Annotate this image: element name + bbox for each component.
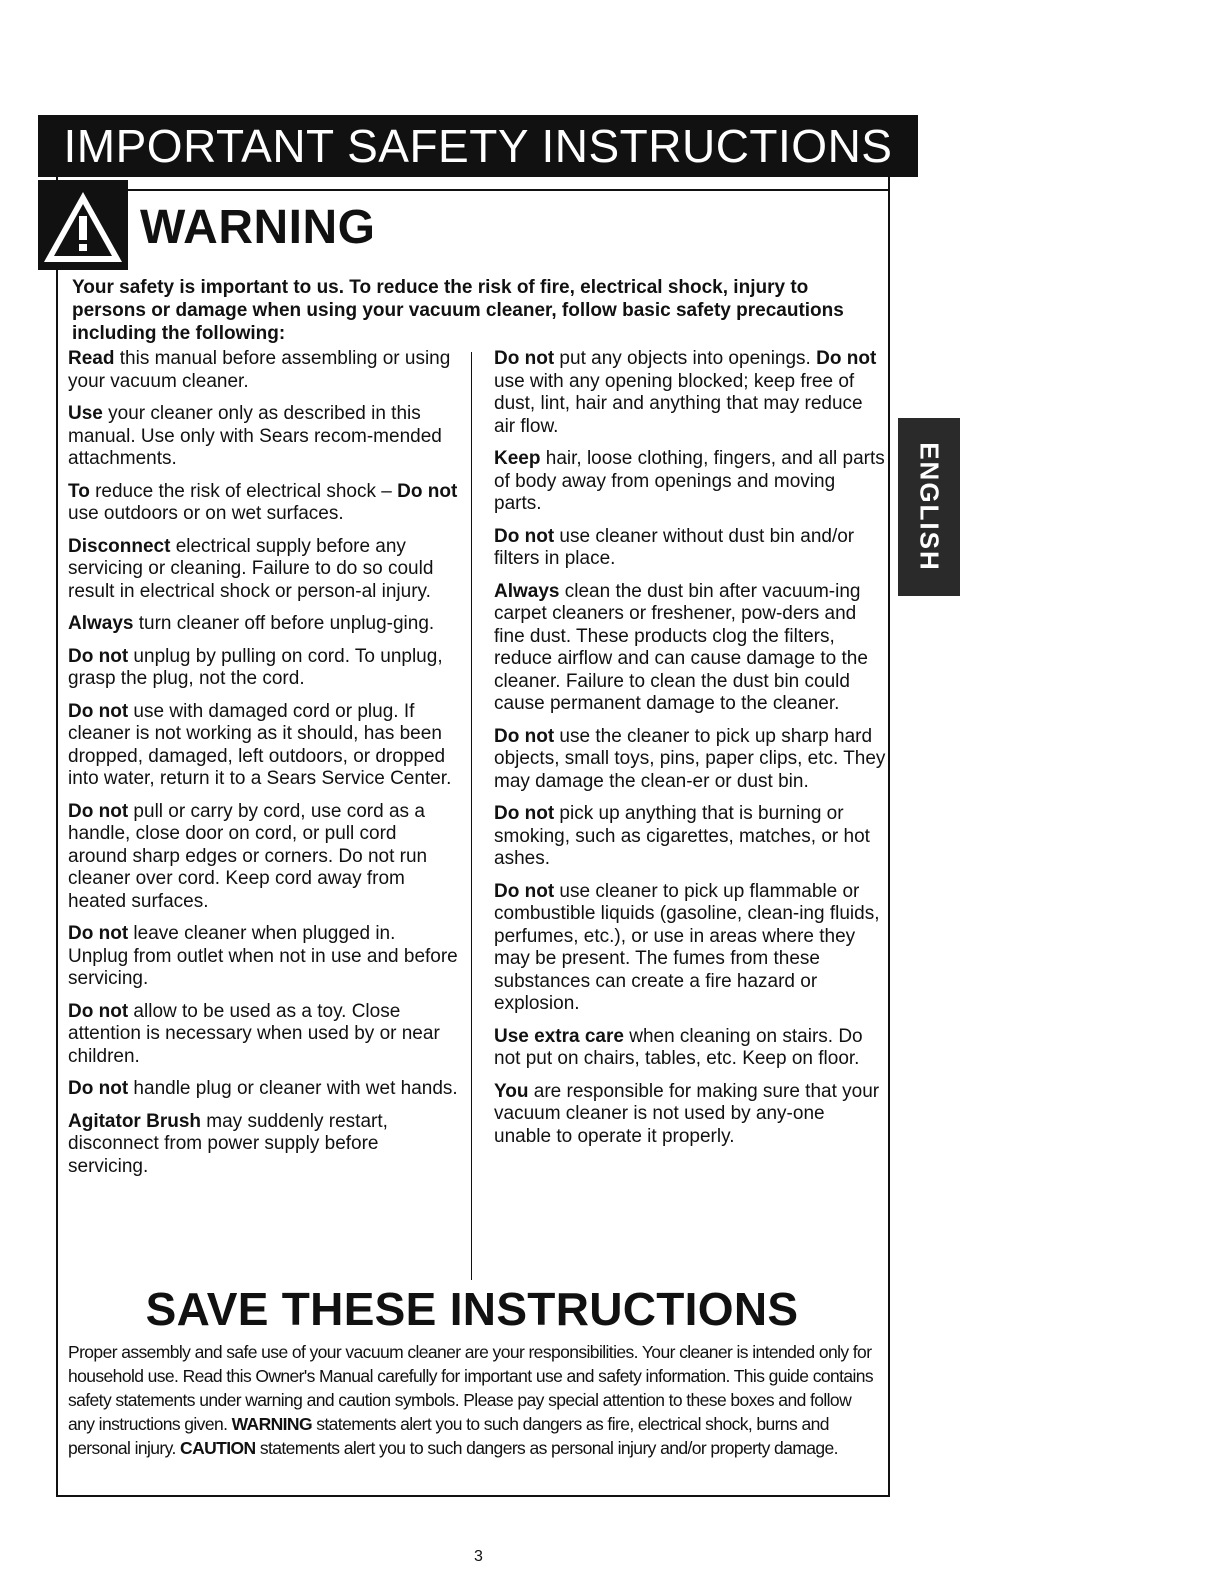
instruction-item: Read this manual before assembling or using your vacuum cleaner. — [68, 348, 451, 392]
warning-intro: Your safety is important to us. To reduce the risk of fire, electrical shock, injury to persons or damage when using your vacuum cleaner, follow basic safety precautions including the following: — [72, 277, 844, 344]
save-instructions-heading: SAVE THESE INSTRUCTIONS — [145, 1283, 799, 1335]
page-title-banner: IMPORTANT SAFETY INSTRUCTIONS — [38, 115, 918, 177]
instruction-item: Do not use the cleaner to pick up sharp hard objects, small toys, pins, paper clips, etc. They may damage the clean-er or dust bin. — [494, 725, 886, 792]
instruction-item: Always turn cleaner off before unplug-ging. — [68, 613, 435, 634]
instruction-item: Do not use with damaged cord or plug. If cleaner is not working as it should, has been dropped, damaged, left outdoors, or dropped into water, return it to a Sears Service Center. — [68, 700, 452, 789]
responsibility-paragraph: Proper assembly and safe use of your vacuum cleaner are your responsibilities. Your cleaner is intended only for household use. Read this Owner's Manual carefully for important use and safety information. This guide contains safety statements under warning and caution symbols. Please pay special attention to these boxes and follow any instructions given. WARNING statements alert you to such dangers as fire, electrical shock, burns and personal injury. CAUTION statements alert you to such dangers as personal injury and/or property damage. — [68, 1342, 874, 1458]
instruction-item: Do not unplug by pulling on cord. To unplug, grasp the plug, not the cord. — [68, 645, 443, 689]
column-divider — [471, 352, 472, 1280]
right-instruction-column — [494, 348, 886, 1158]
instruction-item: Do not handle plug or cleaner with wet hands. — [68, 1078, 458, 1099]
instruction-item: Do not pick up anything that is burning or smoking, such as cigarettes, matches, or hot ashes. — [494, 803, 870, 869]
warning-box-top-border — [56, 189, 890, 191]
instruction-item: Agitator Brush may suddenly restart, disconnect from power supply before servicing. — [68, 1110, 388, 1177]
warning-heading: WARNING — [140, 201, 376, 254]
instruction-item: Do not allow to be used as a toy. Close attention is necessary when used by or near children. — [68, 1000, 440, 1067]
language-tab-label: ENGLISH — [914, 442, 945, 572]
instruction-item: Do not use cleaner without dust bin and/or filters in place. — [494, 525, 855, 569]
instruction-item: To reduce the risk of electrical shock – Do not use outdoors or on wet surfaces. — [68, 480, 458, 524]
instruction-item: Always clean the dust bin after vacuum-ing carpet cleaners or freshener, pow-ders and fine dust. These products clog the filters, reduce airflow and can cause damage to the cleaner. Failure to clean the dust bin could cause permanent damage to the cleaner. — [494, 580, 868, 714]
instruction-item: Disconnect electrical supply before any servicing or cleaning. Failure to do so could result in electrical shock or person-al injury. — [68, 535, 434, 602]
left-instruction-column — [68, 348, 458, 1188]
instruction-item: Do not put any objects into openings. Do not use with any opening blocked; keep free of dust, lint, hair and anything that may reduce air flow. — [494, 348, 877, 437]
instruction-item: Use your cleaner only as described in this manual. Use only with Sears recom-mended attachments. — [68, 403, 442, 469]
instruction-item: Do not leave cleaner when plugged in. Unplug from outlet when not in use and before servicing. — [68, 923, 458, 989]
page-number: 3 — [474, 1548, 483, 1565]
instruction-item: Keep hair, loose clothing, fingers, and all parts of body away from openings and moving parts. — [494, 448, 885, 514]
instruction-item: You are responsible for making sure that your vacuum cleaner is not used by any-one unable to operate it properly. — [494, 1080, 880, 1147]
instruction-item: Use extra care when cleaning on stairs. Do not put on chairs, tables, etc. Keep on floor. — [494, 1025, 863, 1069]
warning-triangle-icon — [38, 180, 128, 270]
instruction-item: Do not use cleaner to pick up flammable or combustible liquids (gasoline, clean-ing fluids, perfumes, etc.), or use in areas where they may be present. The fumes from these substances can create a fire hazard or explosion. — [494, 880, 880, 1014]
instruction-item: Do not pull or carry by cord, use cord as a handle, close door on cord, or pull cord around sharp edges or corners. Do not run cleaner over cord. Keep cord away from heated surfaces. — [68, 800, 428, 912]
